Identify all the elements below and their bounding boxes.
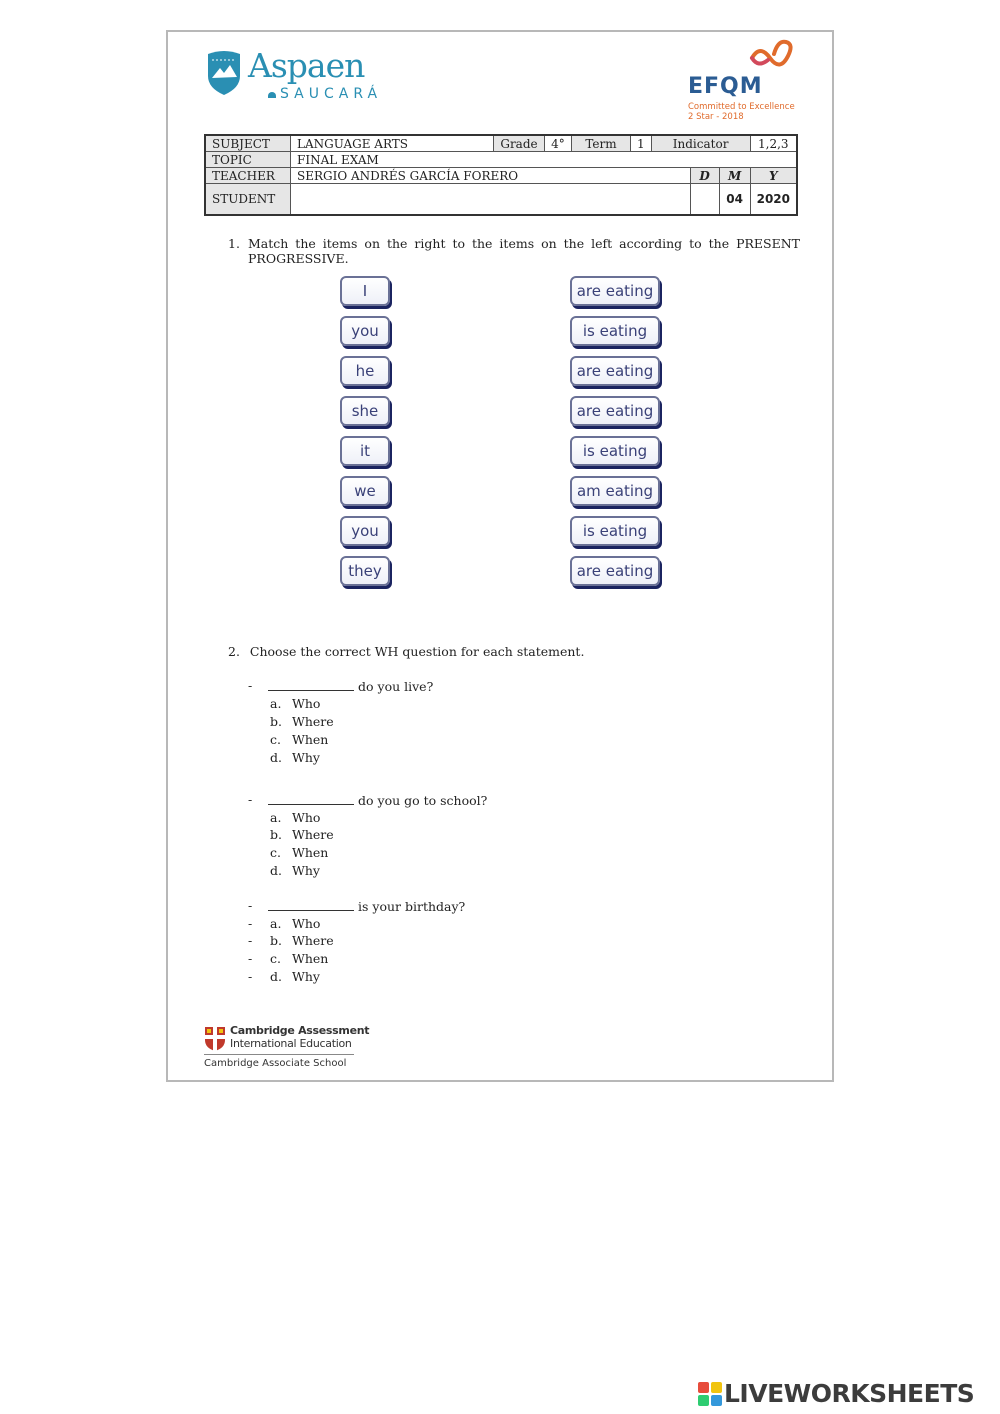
cambridge-logo	[204, 1024, 370, 1072]
question-1	[228, 236, 800, 266]
option-letter: d.	[270, 969, 282, 984]
year-header: Y	[750, 168, 797, 184]
indicator-value: 1,2,3	[750, 135, 797, 152]
option-letter: a.	[270, 810, 282, 825]
icon-square-yellow	[711, 1382, 722, 1393]
cambridge-line-3: Cambridge Associate School	[204, 1058, 347, 1069]
month-header: M	[719, 168, 750, 184]
option-text: Why	[292, 969, 320, 984]
match-left-item[interactable]: she	[340, 396, 390, 426]
liveworksheets-brand[interactable]	[698, 1380, 994, 1408]
liveworksheets-icon	[698, 1382, 722, 1406]
option-dash: -	[248, 969, 253, 984]
teacher-row	[205, 168, 797, 184]
wh-option[interactable]	[270, 714, 334, 729]
option-dash: -	[248, 916, 253, 931]
cambridge-line-1: Cambridge Assessment	[230, 1024, 370, 1037]
option-text: When	[292, 845, 329, 860]
topic-label: TOPIC	[205, 152, 291, 168]
answer-blank[interactable]	[268, 678, 354, 691]
match-left-item[interactable]: we	[340, 476, 390, 506]
answer-blank[interactable]	[268, 792, 354, 805]
aspaen-name: Aspaen	[248, 46, 365, 85]
icon-square-green	[698, 1395, 709, 1406]
wh-option[interactable]	[270, 916, 320, 931]
month-value: 04	[719, 184, 750, 216]
icon-square-red	[698, 1382, 709, 1393]
item-dash: -	[248, 792, 253, 807]
wh-item-3	[168, 898, 768, 914]
wh-option[interactable]	[270, 696, 320, 711]
year-value: 2020	[750, 184, 797, 216]
cambridge-divider	[204, 1054, 354, 1055]
subject-label: SUBJECT	[205, 135, 291, 152]
term-label: Term	[572, 135, 631, 152]
grade-value: 4°	[545, 135, 572, 152]
topic-row	[205, 152, 797, 168]
wh-option[interactable]	[270, 863, 320, 878]
question-1-text: Match the items on the right to the items on the left according to the PRESENT PROGRESSIVE.	[248, 236, 800, 266]
option-text: When	[292, 732, 329, 747]
subject-value: LANGUAGE ARTS	[291, 135, 494, 152]
cambridge-line-2: International Education	[230, 1037, 352, 1050]
match-right-item[interactable]: are eating	[570, 276, 660, 306]
option-text: Where	[292, 714, 334, 729]
item-dash: -	[248, 678, 253, 693]
wh-option[interactable]	[270, 933, 334, 948]
question-2-text: Choose the correct WH question for each statement.	[249, 644, 585, 659]
option-text: When	[292, 951, 329, 966]
match-left-item[interactable]: you	[340, 516, 390, 546]
question-2	[228, 644, 584, 659]
grade-label: Grade	[494, 135, 545, 152]
wh-option[interactable]	[270, 845, 328, 860]
teacher-value: SERGIO ANDRÉS GARCÍA FORERO	[291, 168, 691, 184]
option-letter: a.	[270, 916, 282, 931]
aspaen-shield-icon	[206, 48, 242, 96]
wh-option[interactable]	[270, 969, 320, 984]
efqm-tagline	[688, 102, 795, 122]
subject-row	[205, 135, 797, 152]
option-letter: c.	[270, 951, 281, 966]
match-left-item[interactable]: you	[340, 316, 390, 346]
efqm-logo	[688, 38, 818, 128]
worksheet-page	[166, 30, 834, 1082]
aspaen-mark	[268, 92, 276, 98]
option-letter: b.	[270, 827, 282, 842]
match-right-item[interactable]: am eating	[570, 476, 660, 506]
wh-item-2	[168, 792, 768, 808]
matching-area	[338, 276, 668, 606]
option-text: Where	[292, 933, 334, 948]
aspaen-logo	[206, 46, 396, 106]
question-2-number: 2.	[228, 644, 240, 659]
match-right-item[interactable]: is eating	[570, 316, 660, 346]
option-letter: a.	[270, 696, 282, 711]
term-value: 1	[631, 135, 652, 152]
wh-statement	[268, 792, 487, 808]
match-right-item[interactable]: are eating	[570, 396, 660, 426]
aspaen-subtitle: SAUCARÁ	[280, 86, 383, 102]
exam-info-table	[204, 134, 798, 216]
indicator-label: Indicator	[651, 135, 750, 152]
wh-option[interactable]	[270, 827, 334, 842]
match-right-item[interactable]: is eating	[570, 516, 660, 546]
teacher-label: TEACHER	[205, 168, 291, 184]
statement-text: do you go to school?	[358, 793, 488, 808]
day-header: D	[690, 168, 719, 184]
wh-option[interactable]	[270, 750, 320, 765]
option-text: Who	[292, 810, 321, 825]
question-1-number: 1.	[228, 236, 240, 251]
wh-statement	[268, 678, 433, 694]
match-left-item[interactable]: it	[340, 436, 390, 466]
efqm-infinity-icon	[748, 38, 798, 74]
option-text: Who	[292, 916, 321, 931]
match-right-item[interactable]: is eating	[570, 436, 660, 466]
option-letter: c.	[270, 845, 281, 860]
match-left-item[interactable]: I	[340, 276, 390, 306]
cambridge-crest-icon	[204, 1026, 226, 1052]
option-text: Who	[292, 696, 321, 711]
student-label: STUDENT	[205, 184, 291, 216]
student-name-field[interactable]	[291, 184, 691, 216]
efqm-tagline-1: Committed to Excellence	[688, 102, 795, 112]
option-text: Where	[292, 827, 334, 842]
match-left-item[interactable]: he	[340, 356, 390, 386]
match-right-item[interactable]: are eating	[570, 556, 660, 586]
option-letter: b.	[270, 714, 282, 729]
efqm-name: EFQM	[688, 74, 763, 99]
match-right-item[interactable]: are eating	[570, 356, 660, 386]
icon-square-blue	[711, 1395, 722, 1406]
option-letter: d.	[270, 863, 282, 878]
statement-text: is your birthday?	[358, 899, 466, 914]
wh-statement	[268, 898, 465, 914]
wh-item-1	[168, 678, 768, 694]
topic-value: FINAL EXAM	[291, 152, 798, 168]
wh-option[interactable]	[270, 732, 328, 747]
statement-text: do you live?	[358, 679, 434, 694]
day-value	[690, 184, 719, 216]
option-text: Why	[292, 750, 320, 765]
option-letter: c.	[270, 732, 281, 747]
option-text: Why	[292, 863, 320, 878]
option-dash: -	[248, 951, 253, 966]
option-letter: d.	[270, 750, 282, 765]
option-dash: -	[248, 933, 253, 948]
answer-blank[interactable]	[268, 898, 354, 911]
option-letter: b.	[270, 933, 282, 948]
wh-option[interactable]	[270, 810, 320, 825]
wh-option[interactable]	[270, 951, 328, 966]
liveworksheets-wordmark: LIVEWORKSHEETS	[724, 1379, 975, 1408]
student-row	[205, 184, 797, 216]
match-left-item[interactable]: they	[340, 556, 390, 586]
efqm-tagline-2: 2 Star - 2018	[688, 112, 744, 122]
item-dash: -	[248, 898, 253, 913]
